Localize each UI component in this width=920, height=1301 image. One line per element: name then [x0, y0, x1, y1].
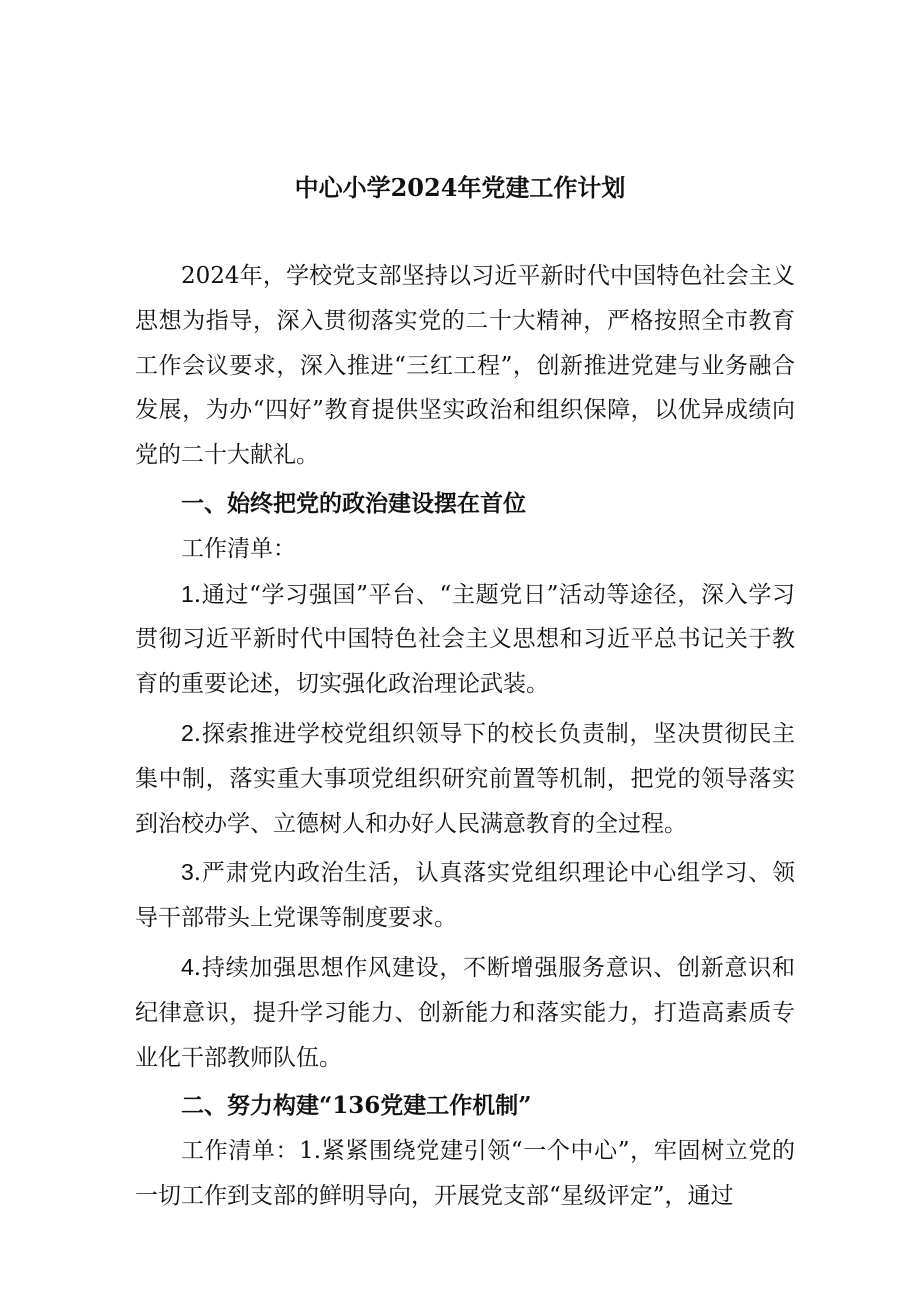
intro-paragraph: 2024年，学校党支部坚持以习近平新时代中国特色社会主义思想为指导，深入贯彻落实党的二十大精神，严格按照全市教育工作会议要求，深入推进“三红工程”，创新推进党建与业务融合发展，为办“四好”教育提供坚实政治和组织保障，以优异成绩向党的二十大献礼。: [135, 263, 795, 469]
document-body: [135, 254, 795, 1219]
list-item-text: .通过“学习强国”平台、“主题党日”活动等途径，深入学习贯彻习近平新时代中国特色社会主义思想和习近平总书记关于教育的重要论述，切实强化政治理论武装。: [135, 581, 795, 698]
section-1-heading: 一、始终把党的政治建设摆在首位: [181, 489, 526, 517]
list-item-number: 4: [181, 953, 194, 980]
list-item-number: 1: [181, 580, 194, 607]
list-item-text: .持续加强思想作风建设，不断增强服务意识、创新意识和纪律意识，提升学习能力、创新能力和落实能力，打造高素质专业化干部教师队伍。: [135, 954, 795, 1071]
list-item-3: [135, 850, 795, 941]
section-1-list-label: 工作清单：: [181, 535, 296, 562]
list-item-number: 2: [181, 719, 194, 746]
list-item-2: [135, 711, 795, 846]
list-item-1: [135, 572, 795, 707]
document-title: 中心小学2024年党建工作计划: [294, 173, 626, 202]
list-item-text: .严肃党内政治生活，认真落实党组织理论中心组学习、领导干部带头上党课等制度要求。: [135, 860, 795, 932]
list-item-number: 3: [181, 859, 194, 886]
section-2-paragraph: 工作清单：1.紧紧围绕党建引领“一个中心”，牢固树立党的一切工作到支部的鲜明导向，开展党支部“星级评定”，通过: [135, 1138, 795, 1209]
list-item-text: .探索推进学校党组织领导下的校长负责制，坚决贯彻民主集中制，落实重大事项党组织研究前置等机制，把党的领导落实到治校办学、立德树人和办好人民满意教育的全过程。: [135, 720, 795, 837]
section-2-heading: 二、努力构建“136党建工作机制”: [181, 1092, 532, 1120]
list-item-4: [135, 945, 795, 1080]
